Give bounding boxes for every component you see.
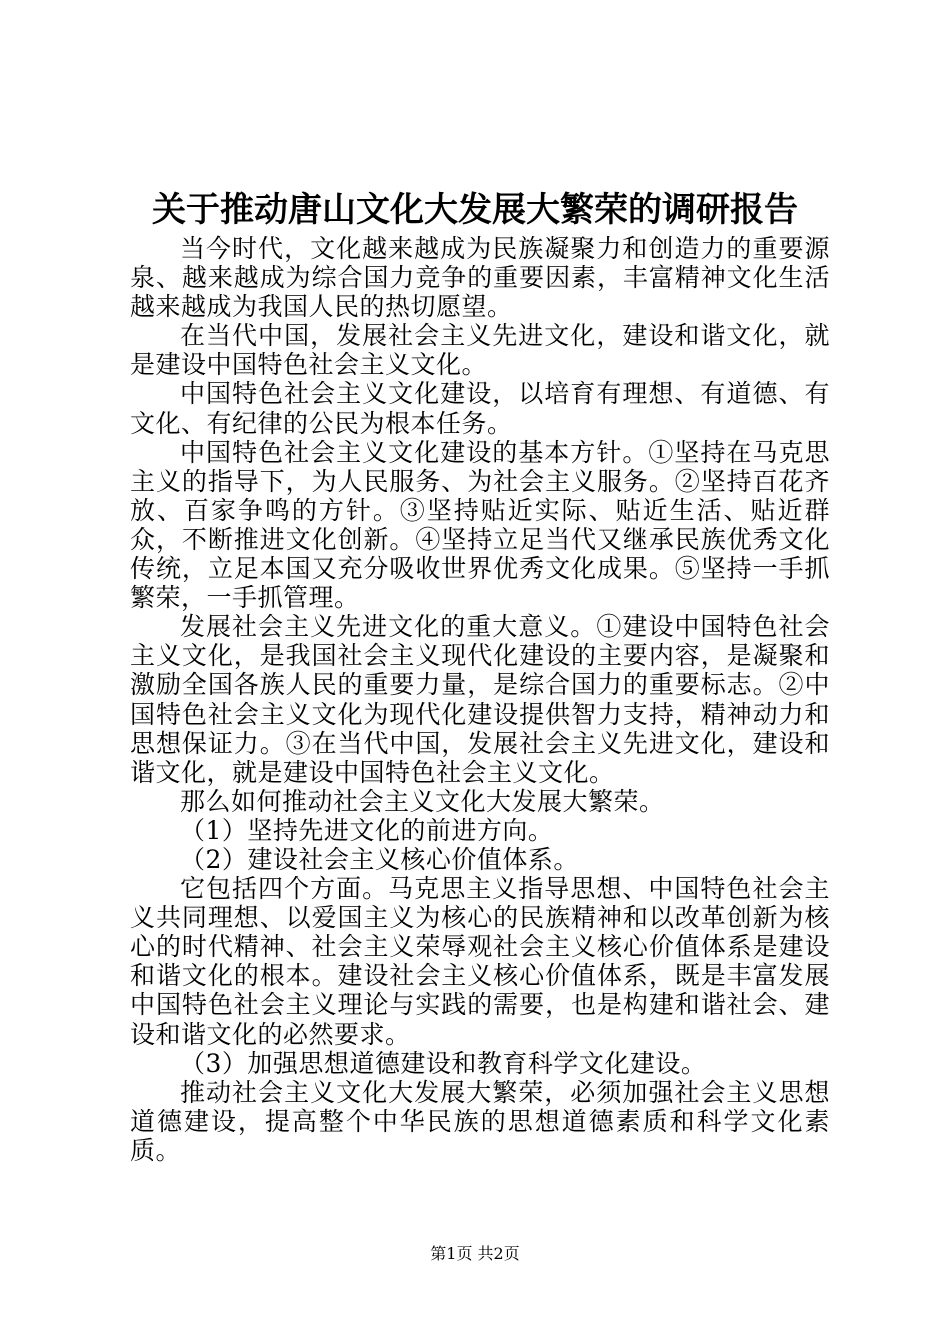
paragraph: 在当代中国，发展社会主义先进文化，建设和谐文化，就是建设中国特色社会主义文化。 (130, 321, 830, 380)
paragraph: （2）建设社会主义核心价值体系。 (180, 844, 579, 874)
paragraph: 中国特色社会主义文化建设，以培育有理想、有道德、有文化、有纪律的公民为根本任务。 (130, 379, 830, 438)
paragraph: 那么如何推动社会主义文化大发展大繁荣。 (180, 786, 665, 816)
paragraph: 推动社会主义文化大发展大繁荣，必须加强社会主义思想道德建设，提高整个中华民族的思想道德素质和科学文化素质。 (130, 1077, 830, 1165)
paragraph: （3）加强思想道德建设和教育科学文化建设。 (180, 1048, 707, 1078)
paragraph: （1）坚持先进文化的前进方向。 (180, 815, 554, 845)
paragraph: 当今时代，文化越来越成为民族凝聚力和创造力的重要源泉、越来越成为综合国力竞争的重要因素，丰富精神文化生活越来越成为我国人民的热切愿望。 (130, 234, 830, 322)
paragraph: 它包括四个方面。马克思主义指导思想、中国特色社会主义共同理想、以爱国主义为核心的民族精神和以改革创新为核心的时代精神、社会主义荣辱观社会主义核心价值体系是建设和谐文化的根本。建设社会主义核心价值体系，既是丰富发展中国特色社会主义理论与实践的需要，也是构建和谐社会、建设和谐文化的必然要求。 (130, 874, 830, 1049)
document-body (130, 234, 830, 1165)
page-number-footer: 第1页 共2页 (430, 1244, 520, 1263)
paragraph: 发展社会主义先进文化的重大意义。①建设中国特色社会主义文化，是我国社会主义现代化建设的主要内容，是凝聚和激励全国各族人民的重要力量，是综合国力的重要标志。②中国特色社会主义文化为现代化建设提供智力支持，精神动力和思想保证力。③在当代中国，发展社会主义先进文化，建设和谐文化，就是建设中国特色社会主义文化。 (130, 612, 830, 787)
document-title: 关于推动唐山文化大发展大繁荣的调研报告 (152, 190, 798, 230)
paragraph: 中国特色社会主义文化建设的基本方针。①坚持在马克思主义的指导下，为人民服务、为社会主义服务。②坚持百花齐放、百家争鸣的方针。③坚持贴近实际、贴近生活、贴近群众，不断推进文化创新。④坚持立足当代又继承民族优秀文化传统，立足本国又充分吸收世界优秀文化成果。⑤坚持一手抓繁荣，一手抓管理。 (130, 437, 830, 613)
